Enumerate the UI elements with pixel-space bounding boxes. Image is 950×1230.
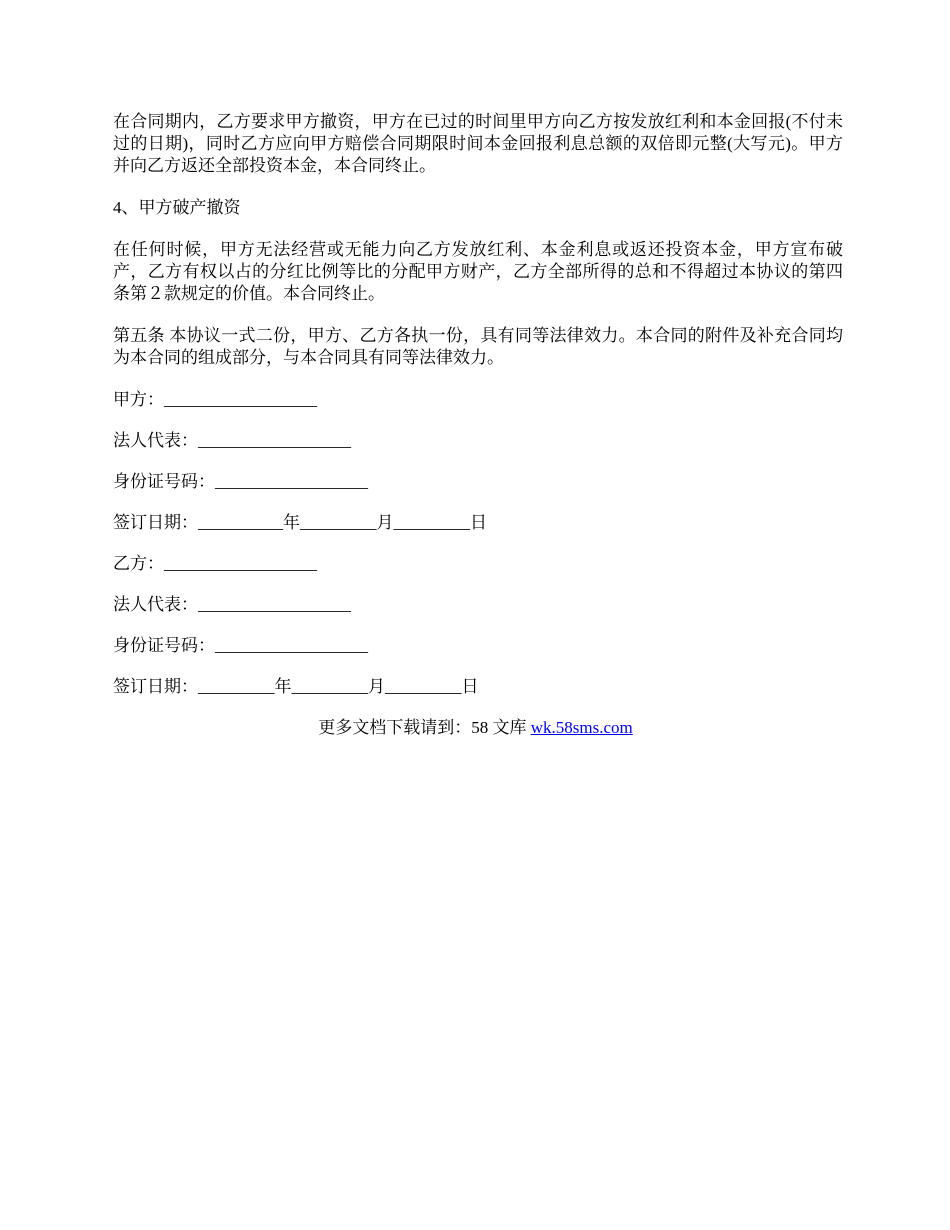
paragraph-article-five: 第五条 本协议一式二份，甲方、乙方各执一份，具有同等法律效力。本合同的附件及补充合同均为本合同的组成部分，与本合同具有同等法律效力。 [113,326,843,367]
party-b-field: 乙方：__________________ [113,554,317,573]
paragraph-bankruptcy-terms: 在任何时候，甲方无法经营或无能力向乙方发放红利、本金利息或返还投资本金，甲方宣布破产，乙方有权以占的分红比例等比的分配甲方财产，乙方全部所得的总和不得超过本协议的第四条第２款规定的价值。本合同终止。 [113,240,843,303]
footer-text: 更多文档下载请到：58 文库 [318,718,531,737]
party-a-field: 甲方：__________________ [113,390,317,409]
section-heading-bankruptcy: 4、甲方破产撤资 [113,198,241,217]
download-footer [113,717,838,739]
party-b-sign-date-field: 签订日期：_________年_________月_________日 [113,677,479,696]
paragraph-withdrawal-terms: 在合同期内，乙方要求甲方撤资，甲方在已过的时间里甲方向乙方按发放红利和本金回报(不付未过的日期)，同时乙方应向甲方赔偿合同期限时间本金回报利息总额的双倍即元整(大写元)。甲方并向乙方返还全部投资本金，本合同终止。 [113,112,843,175]
party-a-legal-rep-field: 法人代表：__________________ [113,431,351,450]
footer-link[interactable]: wk.58sms.com [530,718,633,737]
party-b-legal-rep-field: 法人代表：__________________ [113,595,351,614]
document-page [113,111,843,739]
party-a-id-number-field: 身份证号码：__________________ [113,472,368,491]
party-b-id-number-field: 身份证号码：__________________ [113,636,368,655]
party-a-sign-date-field: 签订日期：__________年_________月_________日 [113,513,487,532]
